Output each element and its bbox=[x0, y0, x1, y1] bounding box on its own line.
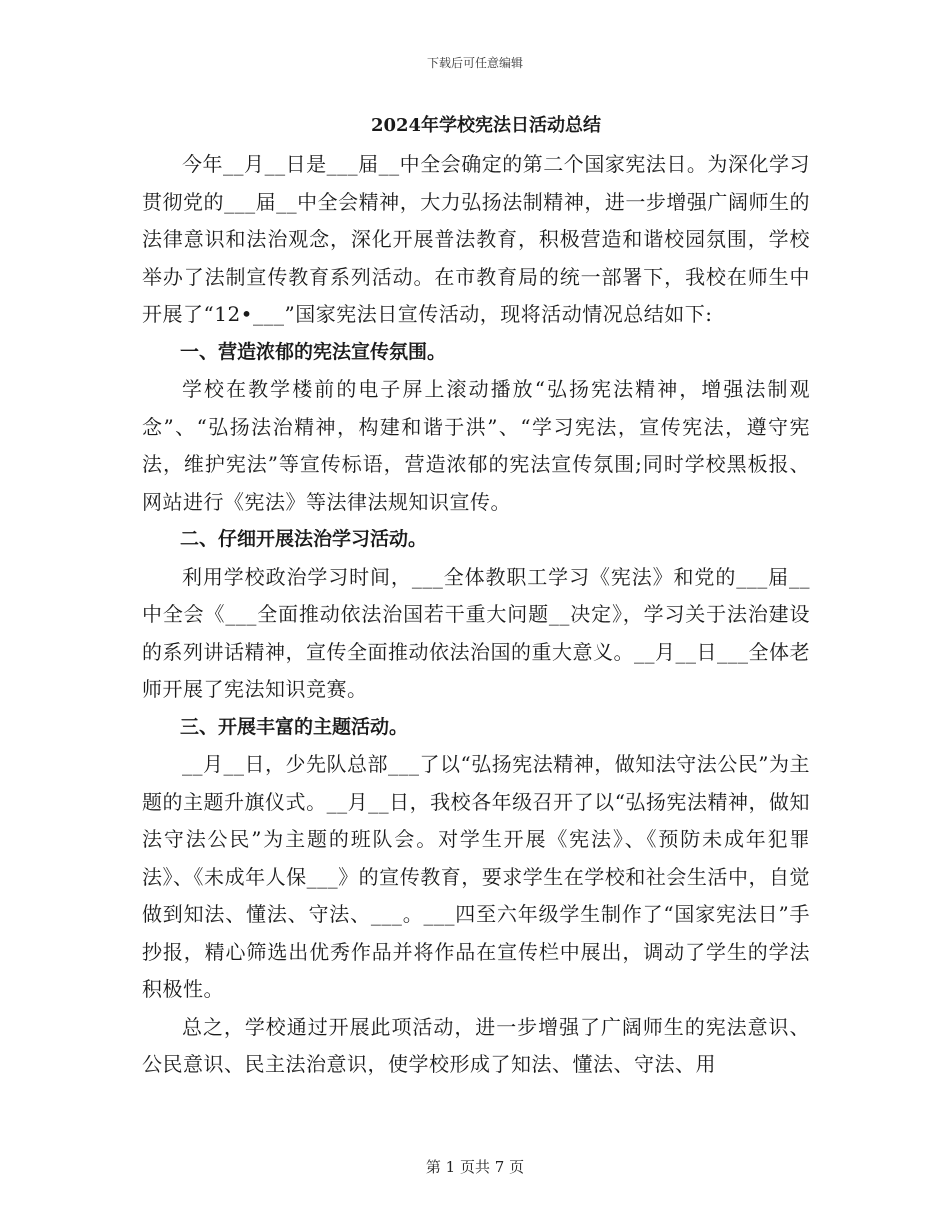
document-body bbox=[142, 110, 810, 1084]
section-3-heading: 三、开展丰富的主题活动。 bbox=[180, 715, 409, 738]
conclusion-paragraph: 总之，学校通过开展此项活动，进一步增强了广阔师生的宪法意识、公民意识、民主法治意识，使学校形成了知法、懂法、守法、用 bbox=[142, 1014, 810, 1076]
document-title: 2024年学校宪法日活动总结 bbox=[370, 115, 602, 136]
section-1-heading: 一、营造浓郁的宪法宣传氛围。 bbox=[180, 340, 447, 363]
page-number-footer: 第 1 页共 7 页 bbox=[425, 1158, 525, 1176]
section-3-paragraph: __月__日，少先队总部___了以“弘扬宪法精神，做知法守法公民”为主题的主题升旗仪式。__月__日，我校各年级召开了以“弘扬宪法精神，做知法守法公民”为主题的班队会。对学生开展《宪法》、《预防未成年犯罪法》、《未成年人保___》的宣传教育，要求学生在学校和社会生活中，自觉做到知法、懂法、守法、___。___四至六年级学生制作了“国家宪法日”手抄报，精心筛选出优秀作品并将作品在宣传栏中展出，调动了学生的学法积极性。 bbox=[142, 752, 810, 1001]
intro-paragraph: 今年__月__日是___届__中全会确定的第二个国家宪法日。为深化学习贯彻党的___届__中全会精神，大力弘扬法制精神，进一步增强广阔师生的法律意识和法治观念，深化开展普法教育，积极营造和谐校园氛围，学校举办了法制宣传教育系列活动。在市教育局的统一部署下，我校在师生中开展了“12•___”国家宪法日宣传活动，现将活动情况总结如下: bbox=[142, 152, 810, 326]
section-1-paragraph: 学校在教学楼前的电子屏上滚动播放“弘扬宪法精神，增强法制观念”、“弘扬法治精神，构建和谐于洪”、“学习宪法，宣传宪法，遵守宪法，维护宪法”等宣传标语，营造浓郁的宪法宣传氛围;同时学校黑板报、网站进行《宪法》等法律法规知识宣传。 bbox=[142, 377, 810, 514]
section-2-paragraph: 利用学校政治学习时间，___全体教职工学习《宪法》和党的___届__中全会《___全面推动依法治国若干重大问题__决定》，学习关于法治建设的系列讲话精神，宣传全面推动依法治国的重大意义。__月__日___全体老师开展了宪法知识竞赛。 bbox=[142, 564, 810, 701]
header-note: 下载后可任意编辑 bbox=[426, 56, 523, 70]
section-2-heading: 二、仔细开展法治学习活动。 bbox=[180, 528, 428, 550]
